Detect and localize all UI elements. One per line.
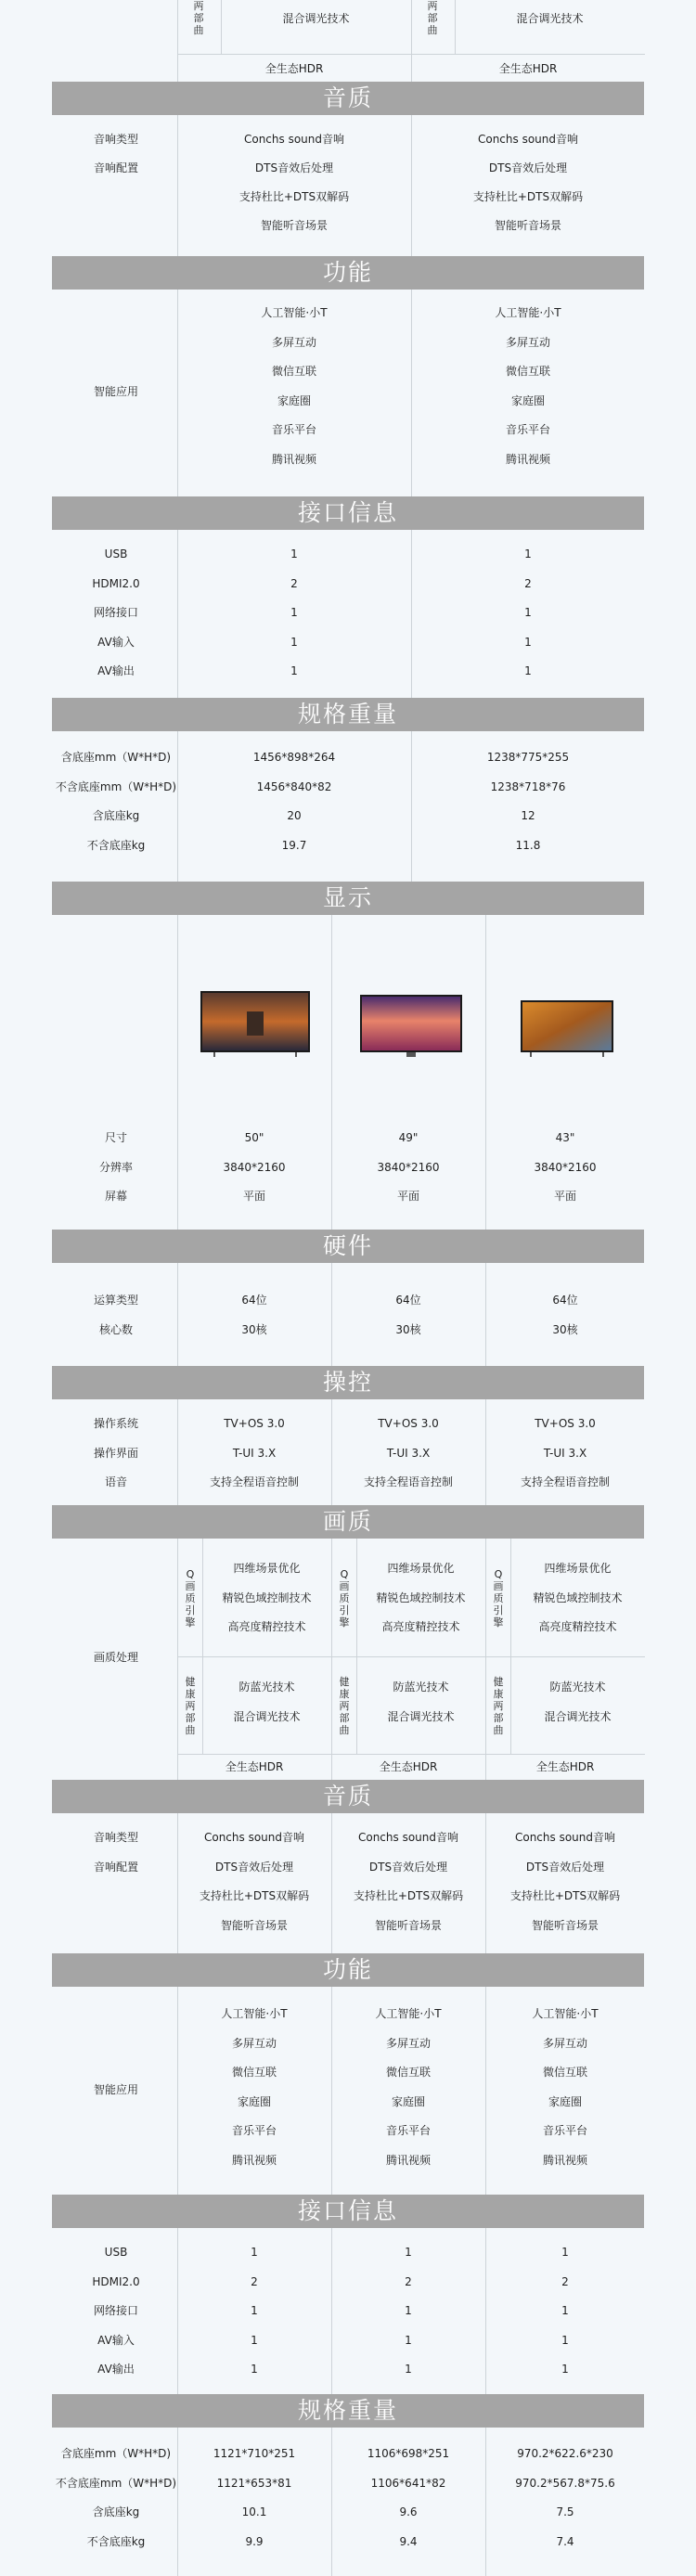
spec-value: 音乐平台 bbox=[231, 2124, 277, 2137]
spec-value: 970.2*622.6*230 bbox=[517, 2447, 613, 2460]
spec-value: 微信互联 bbox=[505, 365, 550, 378]
spec-value: 混合调光技术 bbox=[387, 1709, 455, 1723]
spec-value: 1 bbox=[405, 2363, 412, 2376]
row-label: 音响配置 bbox=[93, 1860, 138, 1874]
tv-product-image bbox=[200, 991, 310, 1052]
spec-value: DTS音效后处理 bbox=[214, 1860, 294, 1874]
spec-value: 精锐色域控制技术 bbox=[222, 1591, 312, 1604]
spec-value: DTS音效后处理 bbox=[488, 161, 568, 174]
spec-value: 1 bbox=[405, 2333, 412, 2347]
hdr-value: 全生态HDR bbox=[498, 62, 558, 75]
spec-value: 混合调光技术 bbox=[282, 12, 350, 25]
engine-vertical-label: Q画质引擎 bbox=[339, 1568, 350, 1629]
spec-value: 人工智能·小T bbox=[221, 2007, 288, 2020]
spec-value: TV+OS 3.0 bbox=[535, 1417, 596, 1430]
spec-value: 1 bbox=[290, 547, 298, 560]
divider bbox=[177, 915, 178, 1230]
health-vertical-label: 两部曲 bbox=[193, 0, 204, 36]
row-label: 操作界面 bbox=[93, 1446, 138, 1460]
spec-value: 家庭圈 bbox=[391, 2094, 425, 2108]
spec-value: 9.9 bbox=[245, 2534, 264, 2548]
spec-value: T-UI 3.X bbox=[232, 1446, 277, 1460]
row-label: 不含底座mm（W*H*D) bbox=[55, 2476, 177, 2490]
spec-value: 64位 bbox=[241, 1294, 267, 1307]
spec-value: 43" bbox=[555, 1131, 575, 1144]
spec-value: 全生态HDR bbox=[379, 1760, 438, 1773]
spec-value: 多屏互动 bbox=[231, 2036, 277, 2050]
spec-value: 19.7 bbox=[281, 838, 307, 852]
spec-value: 精锐色域控制技术 bbox=[533, 1591, 623, 1604]
divider bbox=[331, 1539, 332, 1780]
health-vertical-label: 健康两部曲 bbox=[339, 1676, 350, 1736]
spec-value: 微信互联 bbox=[231, 2066, 277, 2079]
spec-value: 支持杜比+DTS双解码 bbox=[353, 1889, 464, 1902]
section-title-picture: 画质 bbox=[52, 1505, 644, 1539]
spec-value: 2 bbox=[405, 2274, 412, 2288]
row-label: AV输出 bbox=[97, 2363, 135, 2376]
row-label: 不含底座kg bbox=[86, 838, 146, 852]
spec-value: T-UI 3.X bbox=[543, 1446, 587, 1460]
spec-value: 高亮度精控技术 bbox=[381, 1620, 460, 1633]
row-label: 不含底座mm（W*H*D) bbox=[55, 779, 177, 793]
row-label: 语音 bbox=[104, 1475, 127, 1488]
spec-value: 平面 bbox=[553, 1190, 576, 1203]
health-vertical-label: 健康两部曲 bbox=[493, 1676, 504, 1736]
spec-value: 12 bbox=[521, 809, 535, 822]
divider bbox=[177, 54, 645, 55]
section-title-display: 显示 bbox=[52, 882, 644, 915]
spec-value: 64位 bbox=[552, 1294, 578, 1307]
spec-value: 智能听音场景 bbox=[494, 219, 561, 232]
row-label: 含底座mm（W*H*D) bbox=[60, 2447, 172, 2460]
engine-vertical-label: Q画质引擎 bbox=[185, 1568, 196, 1629]
spec-value: 1456*898*264 bbox=[252, 751, 336, 764]
row-label: 不含底座kg bbox=[86, 2534, 146, 2548]
spec-value: 四维场景优化 bbox=[544, 1562, 612, 1575]
spec-value: 支持杜比+DTS双解码 bbox=[472, 190, 584, 203]
section-title-control: 操控 bbox=[52, 1366, 644, 1399]
spec-value: 1 bbox=[251, 2363, 258, 2376]
spec-value: 四维场景优化 bbox=[387, 1562, 455, 1575]
spec-value: 1 bbox=[251, 2246, 258, 2259]
spec-value: 人工智能·小T bbox=[261, 306, 328, 319]
spec-value: 1 bbox=[561, 2333, 569, 2347]
spec-value: 全生态HDR bbox=[535, 1760, 595, 1773]
spec-value: 微信互联 bbox=[271, 365, 316, 378]
spec-value: 1106*698*251 bbox=[367, 2447, 450, 2460]
row-label: 核心数 bbox=[98, 1322, 133, 1336]
spec-value: 精锐色域控制技术 bbox=[376, 1591, 466, 1604]
spec-value: 970.2*567.8*75.6 bbox=[515, 2476, 615, 2490]
spec-value: 支持全程语音控制 bbox=[209, 1475, 299, 1488]
row-label: 尺寸 bbox=[104, 1131, 127, 1144]
row-label: 含底座kg bbox=[92, 809, 140, 822]
spec-value: 音乐平台 bbox=[385, 2124, 431, 2137]
section-title-function: 功能 bbox=[52, 1953, 644, 1987]
row-label: 音响类型 bbox=[93, 1831, 138, 1844]
spec-value: 1 bbox=[524, 547, 532, 560]
row-label: 屏幕 bbox=[104, 1190, 127, 1203]
spec-value: 智能听音场景 bbox=[220, 1918, 288, 1932]
spec-value: T-UI 3.X bbox=[386, 1446, 431, 1460]
spec-value: 50" bbox=[244, 1131, 264, 1144]
spec-value: Conchs sound音响 bbox=[477, 133, 579, 146]
spec-value: 1 bbox=[251, 2333, 258, 2347]
spec-value: 家庭圈 bbox=[510, 393, 545, 407]
health-vertical-label: 两部曲 bbox=[427, 0, 438, 36]
spec-value: Conchs sound音响 bbox=[203, 1831, 305, 1844]
divider bbox=[331, 1263, 332, 1366]
spec-value: 音乐平台 bbox=[542, 2124, 587, 2137]
spec-value: 2 bbox=[561, 2274, 569, 2288]
section-title-audio: 音质 bbox=[52, 82, 644, 115]
spec-value: 音乐平台 bbox=[505, 423, 550, 436]
divider bbox=[485, 915, 486, 1230]
spec-value: 7.5 bbox=[556, 2505, 574, 2518]
row-label: 含底座mm（W*H*D) bbox=[60, 751, 172, 764]
spec-value: 人工智能·小T bbox=[495, 306, 561, 319]
spec-value: 1 bbox=[561, 2304, 569, 2317]
spec-value: 3840*2160 bbox=[223, 1160, 286, 1174]
spec-value: 30核 bbox=[395, 1322, 421, 1336]
spec-value: 支持杜比+DTS双解码 bbox=[199, 1889, 310, 1902]
divider bbox=[177, 1754, 645, 1755]
section-title-interface: 接口信息 bbox=[52, 2195, 644, 2228]
spec-value: 家庭圈 bbox=[277, 393, 311, 407]
spec-value: 1 bbox=[524, 635, 532, 649]
spec-value: 腾讯视频 bbox=[231, 2153, 277, 2167]
spec-value: 9.6 bbox=[399, 2505, 418, 2518]
tv-product-image bbox=[521, 1000, 613, 1052]
spec-value: 平面 bbox=[396, 1190, 419, 1203]
spec-value: DTS音效后处理 bbox=[368, 1860, 448, 1874]
section-title-audio: 音质 bbox=[52, 1780, 644, 1813]
spec-value: 9.4 bbox=[399, 2534, 418, 2548]
spec-value: 1 bbox=[290, 664, 298, 677]
spec-value: 防蓝光技术 bbox=[549, 1681, 606, 1694]
spec-value: 人工智能·小T bbox=[375, 2007, 442, 2020]
spec-value: 智能听音场景 bbox=[260, 219, 328, 232]
divider bbox=[177, 1263, 178, 1366]
engine-vertical-label: Q画质引擎 bbox=[493, 1568, 504, 1629]
divider bbox=[177, 1656, 645, 1657]
spec-value: 1238*718*76 bbox=[490, 779, 566, 793]
section-title-spec: 规格重量 bbox=[52, 698, 644, 731]
row-label: 音响类型 bbox=[93, 133, 138, 146]
spec-value: 腾讯视频 bbox=[385, 2153, 431, 2167]
spec-value: 支持杜比+DTS双解码 bbox=[238, 190, 350, 203]
spec-value: 支持全程语音控制 bbox=[363, 1475, 453, 1488]
section-title-spec: 规格重量 bbox=[52, 2394, 644, 2428]
spec-value: 3840*2160 bbox=[377, 1160, 440, 1174]
row-label: 音响配置 bbox=[93, 161, 138, 174]
spec-value: 智能听音场景 bbox=[531, 1918, 599, 1932]
spec-value: 30核 bbox=[241, 1322, 267, 1336]
spec-value: 混合调光技术 bbox=[233, 1709, 301, 1723]
row-label: 含底座kg bbox=[92, 2505, 140, 2518]
health-vertical-label: 健康两部曲 bbox=[185, 1676, 196, 1736]
spec-value: 高亮度精控技术 bbox=[227, 1620, 306, 1633]
spec-value: 微信互联 bbox=[542, 2066, 587, 2079]
row-label: USB bbox=[104, 547, 128, 560]
divider bbox=[455, 0, 456, 54]
spec-value: 混合调光技术 bbox=[516, 12, 584, 25]
spec-value: 防蓝光技术 bbox=[238, 1681, 295, 1694]
spec-value: 1 bbox=[561, 2246, 569, 2259]
row-label: 画质处理 bbox=[93, 1651, 138, 1664]
row-label: 网络接口 bbox=[93, 2304, 138, 2317]
row-label: USB bbox=[104, 2246, 128, 2259]
spec-value: 全生态HDR bbox=[225, 1760, 284, 1773]
spec-value: 1 bbox=[290, 635, 298, 649]
spec-value: 微信互联 bbox=[385, 2066, 431, 2079]
spec-value: 1 bbox=[405, 2304, 412, 2317]
spec-value: 平面 bbox=[242, 1190, 265, 1203]
spec-value: 支持杜比+DTS双解码 bbox=[509, 1889, 621, 1902]
row-label: HDMI2.0 bbox=[92, 576, 140, 590]
spec-value: Conchs sound音响 bbox=[243, 133, 345, 146]
tv-icon bbox=[521, 1000, 613, 1058]
spec-value: 1 bbox=[561, 2363, 569, 2376]
spec-value: 支持全程语音控制 bbox=[520, 1475, 610, 1488]
spec-value: 2 bbox=[290, 576, 298, 590]
spec-value: 腾讯视频 bbox=[271, 452, 316, 466]
spec-value: 7.4 bbox=[556, 2534, 574, 2548]
section-title-function: 功能 bbox=[52, 256, 644, 290]
spec-value: 音乐平台 bbox=[271, 423, 316, 436]
spec-value: 1 bbox=[524, 606, 532, 619]
section-title-hardware: 硬件 bbox=[52, 1230, 644, 1263]
spec-value: 家庭圈 bbox=[237, 2094, 271, 2108]
spec-value: 1106*641*82 bbox=[370, 2476, 446, 2490]
spec-value: 2 bbox=[251, 2274, 258, 2288]
spec-value: 1 bbox=[524, 664, 532, 677]
spec-value: DTS音效后处理 bbox=[525, 1860, 605, 1874]
spec-value: 2 bbox=[524, 576, 532, 590]
spec-value: 腾讯视频 bbox=[505, 452, 550, 466]
spec-value: 1 bbox=[290, 606, 298, 619]
row-label: HDMI2.0 bbox=[92, 2274, 140, 2288]
spec-value: Conchs sound音响 bbox=[357, 1831, 459, 1844]
spec-value: 1121*710*251 bbox=[213, 2447, 296, 2460]
spec-value: 20 bbox=[287, 809, 302, 822]
spec-value: 人工智能·小T bbox=[532, 2007, 599, 2020]
spec-value: DTS音效后处理 bbox=[254, 161, 334, 174]
spec-value: TV+OS 3.0 bbox=[224, 1417, 285, 1430]
hdr-value: 全生态HDR bbox=[264, 62, 324, 75]
spec-value: 1456*840*82 bbox=[256, 779, 332, 793]
spec-value: 64位 bbox=[395, 1294, 421, 1307]
divider bbox=[331, 915, 332, 1230]
spec-value: Conchs sound音响 bbox=[514, 1831, 616, 1844]
row-label: AV输入 bbox=[97, 2333, 135, 2347]
row-label: 智能应用 bbox=[93, 385, 138, 398]
spec-value: 多屏互动 bbox=[542, 2036, 587, 2050]
spec-value: 1238*775*255 bbox=[486, 751, 570, 764]
divider bbox=[485, 1263, 486, 1366]
divider bbox=[221, 0, 222, 54]
row-label: AV输出 bbox=[97, 664, 135, 677]
section-title-interface: 接口信息 bbox=[52, 496, 644, 530]
row-label: 运算类型 bbox=[93, 1294, 138, 1307]
spec-value: 四维场景优化 bbox=[233, 1562, 301, 1575]
divider bbox=[485, 1539, 486, 1780]
spec-value: 11.8 bbox=[515, 838, 541, 852]
tv-icon bbox=[200, 991, 310, 1058]
spec-value: 多屏互动 bbox=[385, 2036, 431, 2050]
spec-value: 智能听音场景 bbox=[374, 1918, 442, 1932]
row-label: 智能应用 bbox=[93, 2083, 138, 2096]
spec-value: 30核 bbox=[552, 1322, 578, 1336]
row-label: 操作系统 bbox=[93, 1417, 138, 1430]
spec-value: 1 bbox=[251, 2304, 258, 2317]
spec-value: 49" bbox=[398, 1131, 419, 1144]
spec-value: 腾讯视频 bbox=[542, 2153, 587, 2167]
spec-value: TV+OS 3.0 bbox=[378, 1417, 439, 1430]
spec-value: 1121*653*81 bbox=[216, 2476, 292, 2490]
spec-value: 高亮度精控技术 bbox=[538, 1620, 617, 1633]
spec-value: 多屏互动 bbox=[505, 335, 550, 349]
row-label: AV输入 bbox=[97, 635, 135, 649]
tv-icon bbox=[360, 995, 462, 1058]
spec-value: 家庭圈 bbox=[548, 2094, 582, 2108]
spec-value: 多屏互动 bbox=[271, 335, 316, 349]
spec-value: 混合调光技术 bbox=[544, 1709, 612, 1723]
tv-product-image bbox=[360, 995, 462, 1052]
spec-value: 10.1 bbox=[241, 2505, 267, 2518]
row-label: 网络接口 bbox=[93, 606, 138, 619]
row-label: 分辨率 bbox=[98, 1160, 133, 1174]
spec-value: 3840*2160 bbox=[534, 1160, 597, 1174]
spec-value: 1 bbox=[405, 2246, 412, 2259]
spec-value: 防蓝光技术 bbox=[393, 1681, 449, 1694]
